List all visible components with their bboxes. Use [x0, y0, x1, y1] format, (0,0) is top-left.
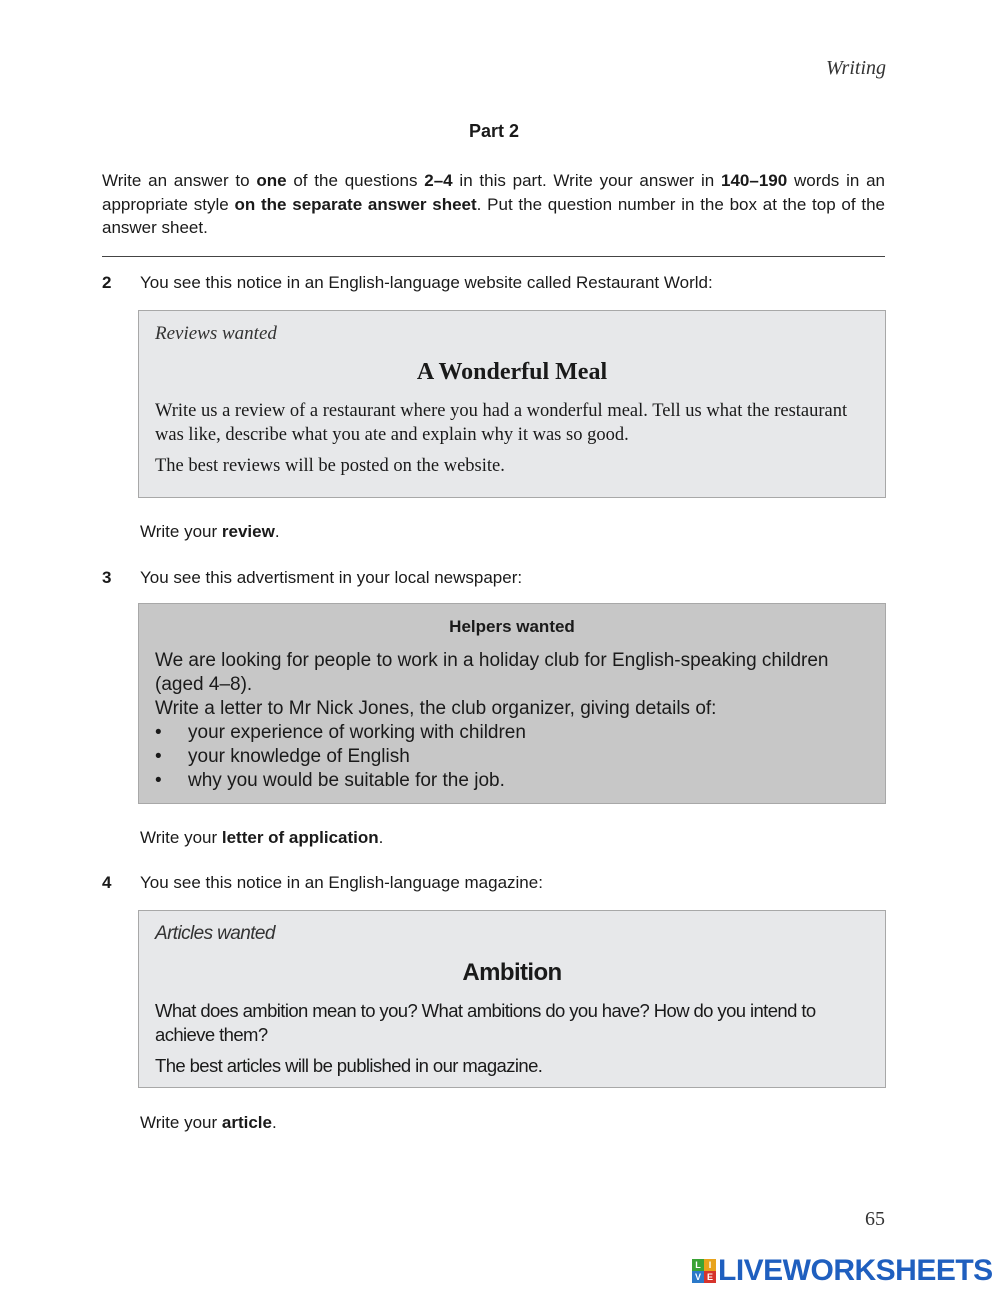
brand-name: LIVEWORKSHEETS	[718, 1254, 993, 1287]
notice-paragraph: The best reviews will be posted on the website.	[155, 456, 505, 476]
page-number: 65	[865, 1208, 885, 1230]
question-prompt: You see this notice in an English-language website called Restaurant World:	[140, 273, 713, 292]
notice-paragraph: The best articles will be published in our magazine.	[155, 1055, 543, 1076]
advert-line: We are looking for people to work in a holiday club for English-speaking children (aged 4–8).	[155, 650, 829, 695]
notice-label: Articles wanted	[155, 923, 275, 944]
notice-heading: A Wonderful Meal	[416, 359, 608, 385]
task-line: Write your review.	[140, 522, 280, 541]
task-line: Write your letter of application.	[140, 828, 384, 847]
divider	[102, 256, 885, 257]
list-item: • your experience of working with children	[155, 722, 526, 743]
advert-box-helpers	[138, 603, 886, 804]
bullet-icon: •	[155, 722, 162, 743]
question-prompt: You see this notice in an English-language magazine:	[140, 873, 543, 892]
task-line: Write your article.	[140, 1113, 277, 1132]
part-title: Part 2	[468, 121, 520, 141]
question-number: 3	[102, 568, 112, 587]
list-item: • your knowledge of English	[155, 746, 410, 767]
running-head: Writing	[825, 57, 886, 79]
instructions: Write an answer to one of the questions 2–4 in this part. Write your answer in 140–190 words in an appropriate style on the separate answer sheet. Put the question number in the box at the top of the answer sheet.	[102, 171, 885, 237]
notice-paragraph: Write us a review of a restaurant where you had a wonderful meal. Tell us what the restaurant was like, describe what you ate and explain why it was so good.	[155, 401, 848, 445]
advert-bullet-list	[155, 721, 875, 793]
advert-line: Write a letter to Mr Nick Jones, the club organizer, giving details of:	[155, 698, 717, 719]
notice-body	[155, 999, 860, 1085]
notice-paragraph: What does ambition mean to you? What ambitions do you have? How do you intend to achieve them?	[155, 1000, 816, 1045]
logo-letter: V	[692, 1271, 704, 1283]
logo-letter: I	[704, 1259, 716, 1271]
notice-box-articles	[138, 910, 886, 1088]
notice-heading: Ambition	[462, 959, 562, 986]
notice-box-reviews	[138, 310, 886, 498]
question-number: 2	[102, 273, 112, 292]
liveworksheets-brand[interactable]	[692, 1254, 993, 1288]
list-item: • why you would be suitable for the job.	[155, 770, 505, 791]
bullet-icon: •	[155, 746, 162, 767]
logo-letter: L	[692, 1259, 704, 1271]
question-number: 4	[102, 873, 112, 892]
question-prompt: You see this advertisment in your local newspaper:	[140, 568, 523, 587]
advert-heading: Helpers wanted	[449, 617, 575, 636]
logo-letter: E	[704, 1271, 716, 1283]
notice-label: Reviews wanted	[155, 323, 277, 344]
notice-body	[155, 399, 860, 485]
advert-body	[155, 649, 875, 793]
bullet-icon: •	[155, 770, 162, 791]
liveworksheets-logo-icon	[692, 1259, 716, 1283]
